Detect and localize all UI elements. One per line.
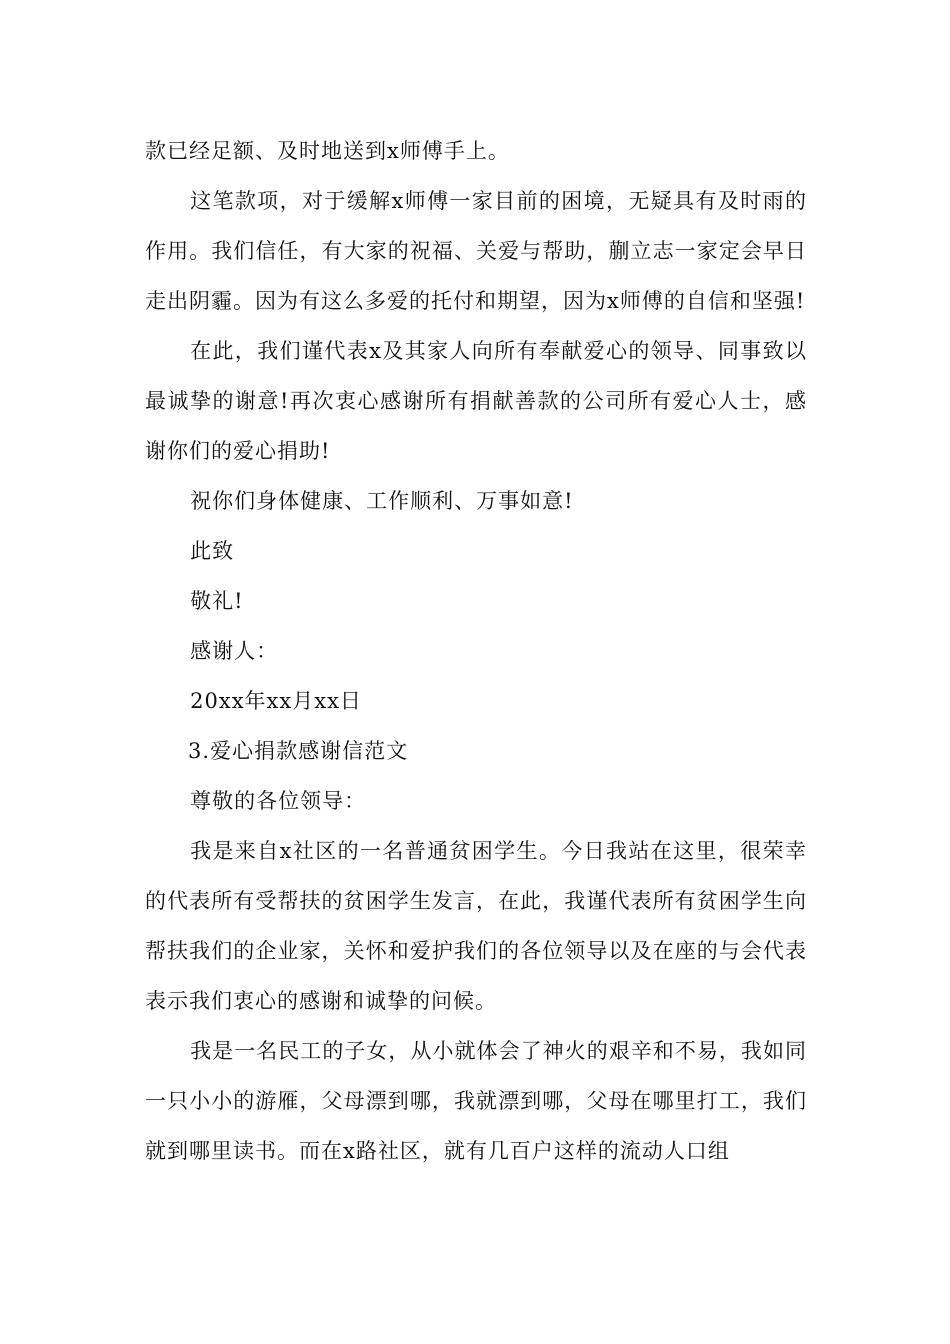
section-heading: 3.爱心捐款感谢信范文 [188,739,409,763]
paragraph-thanks: 在此，我们谨代表x及其家人向所有奉献爱心的领导、同事致以最诚挚的谢意!再次衷心感谢所有捐献善款的公司所有爱心人士，感谢你们的爱心捐助! [145,339,807,463]
closing-salutation: 此致 [190,539,235,563]
paragraph-continuation: 款已经足额、及时地送到x师傅手上。 [145,139,510,163]
signature-label: 感谢人： [190,639,279,663]
letter-greeting: 尊敬的各位领导： [190,789,367,813]
paragraph-wishes: 祝你们身体健康、工作顺利、万事如意! [190,489,574,513]
document-body [145,126,807,1176]
paragraph-background: 我是一名民工的子女，从小就体会了神火的艰辛和不易，我如同一只小小的游雁，父母漂到哪，我就漂到哪，父母在哪里打工，我们就到哪里读书。而在x路社区，就有几百户这样的流动人口组 [145,1039,807,1163]
paragraph-introduction: 我是来自x社区的一名普通贫困学生。今日我站在这里，很荣幸的代表所有受帮扶的贫困学生发言，在此，我谨代表所有贫困学生向帮扶我们的企业家，关怀和爱护我们的各位领导以及在座的与会代表表示我们衷心的感谢和诚挚的问候。 [145,839,807,1013]
closing-respect: 敬礼! [190,589,244,613]
paragraph-funds-effect: 这笔款项，对于缓解x师傅一家目前的困境，无疑具有及时雨的作用。我们信任，有大家的祝福、关爱与帮助，蒯立志一家定会早日走出阴霾。因为有这么多爱的托付和期望，因为x师傅的自信和坚强! [145,189,807,313]
letter-date: 20xx年xx月xx日 [190,689,362,713]
